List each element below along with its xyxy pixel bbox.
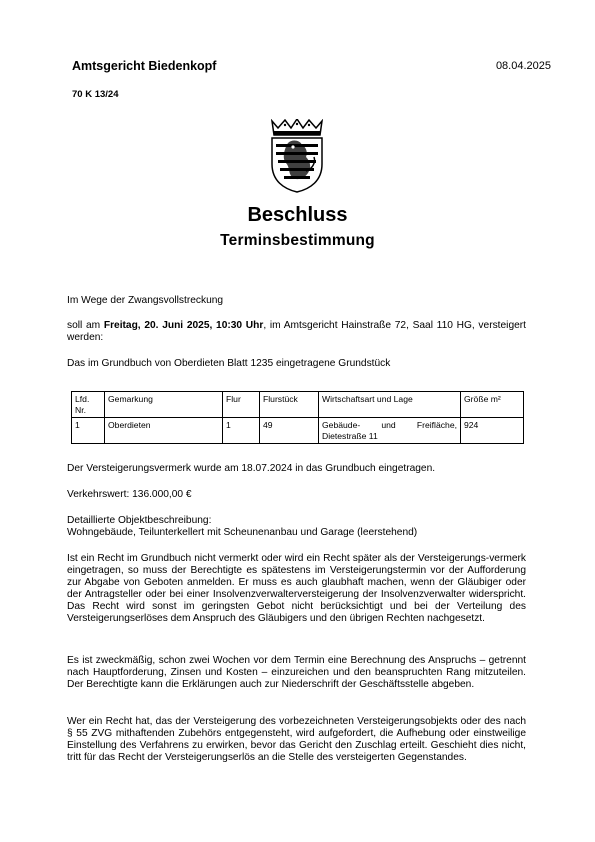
document-date: 08.04.2025 — [495, 60, 551, 72]
col-header-size: Größe m² — [461, 392, 524, 418]
property-table — [71, 391, 524, 444]
cell-flur: 1 — [223, 418, 260, 444]
cell-flurstueck: 49 — [260, 418, 319, 444]
court-name: Amtsgericht Biedenkopf — [72, 59, 217, 73]
document-title: Beschluss — [247, 204, 348, 226]
table-row — [72, 418, 524, 444]
registration-note: Der Versteigerungsvermerk wurde am 18.07.2024 in das Grundbuch eingetragen. — [67, 463, 436, 474]
auction-date: Freitag, 20. Juni 2025, 10:30 Uhr — [103, 320, 264, 331]
document-subtitle: Terminsbestimmung — [220, 232, 375, 249]
col-header-gemarkung: Gemarkung — [105, 392, 223, 418]
description-heading: Detaillierte Objektbeschreibung: — [67, 515, 212, 526]
table-header-row — [72, 392, 524, 418]
hesse-coat-of-arms-icon — [266, 119, 328, 193]
cell-gemarkung: Oberdieten — [105, 418, 223, 444]
col-header-number: Lfd. Nr. — [72, 392, 105, 418]
cell-number: 1 — [72, 418, 105, 444]
cell-usage: Gebäude- und Freifläche, Dietestraße 11 — [319, 418, 461, 444]
auction-suffix: , im Amtsgericht Hainstraße 72, Saal 110 HG, versteigert werden: — [67, 320, 526, 343]
case-number: 70 K 13/24 — [72, 89, 119, 100]
col-header-usage: Wirtschaftsart und Lage — [319, 392, 461, 418]
land-register-text: Das im Grundbuch von Oberdieten Blatt 1235 eingetragene Grundstück — [67, 358, 391, 369]
paragraph-opposing-rights: Wer ein Recht hat, das der Versteigerung des vorbezeichneten Versteigerungsobjekts oder des nach § 55 ZVG mithaftenden Zubehörs entgegensteht, wird aufgefordert, die Aufhebung oder einstweilige Einstellung des Verfahrens zu erwirken, bevor das Gericht den Zuschlag erteilt. Geschieht dies nicht, tritt für das Recht der Versteigerungserlös an die Stelle des versteigerten Gegenstandes. — [67, 716, 526, 763]
object-description: Wohngebäude, Teilunterkellert mit Scheunenanbau und Garage (leerstehend) — [67, 527, 418, 538]
auction-statement — [67, 320, 526, 344]
col-header-flur: Flur — [223, 392, 260, 418]
intro-text: Im Wege der Zwangsvollstreckung — [67, 295, 224, 306]
paragraph-rights-registration: Ist ein Recht im Grundbuch nicht vermerkt oder wird ein Recht später als der Versteigerungs-vermerk eingetragen, so muss der Berechtigte es spätestens im Versteigerungstermin vor der Aufforderung zur Abgabe von Geboten anmelden. Er muss es auch glaubhaft machen, wenn der Gläubiger oder der Antragsteller oder bei einer Insolvenzverwalterversteigerung der Insolvenzverwalter widerspricht. Das Recht wird sonst im geringsten Gebot nicht berücksichtigt und bei der Verteilung des Versteigerungserlöses dem Anspruch des Gläubigers und den übrigen Rechten nachgesetzt. — [67, 553, 526, 624]
col-header-flurstueck: Flurstück — [260, 392, 319, 418]
market-value: Verkehrswert: 136.000,00 € — [67, 489, 192, 500]
auction-prefix: soll am — [67, 320, 104, 331]
paragraph-claim-calculation: Es ist zweckmäßig, schon zwei Wochen vor dem Termin eine Berechnung des Anspruchs – getrennt nach Hauptforderung, Zinsen und Kosten – einzureichen und den beanspruchten Rang mitzuteilen. Der Berechtigte kann die Erklärungen auch zur Niederschrift der Geschäftsstelle abgeben. — [67, 655, 526, 690]
cell-size: 924 — [461, 418, 524, 444]
